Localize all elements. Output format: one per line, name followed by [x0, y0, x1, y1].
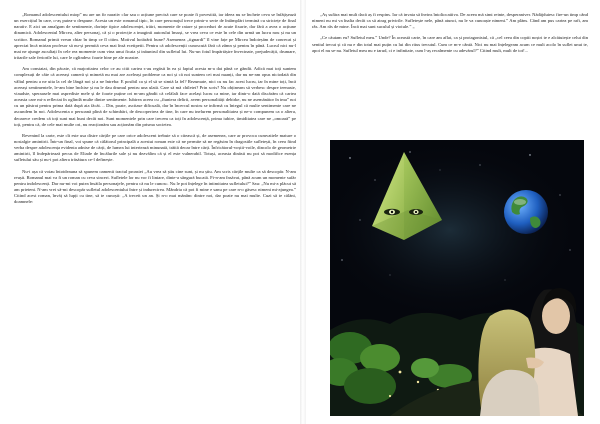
left-paragraph-4: Nu-i așa că voiau întotdeauna să spunem oamenii tractul proastei „Au vrea să știu cine sunt, și nu știu. Am scris cărțile multe ca să descopăr. N-am reușit. Romanul mai va fi un roman cu ceva sinceri. Sufletele lor nu vor fi liniare, dinte-a sângură bucată. Fi-n-am însăvat, până acum un momente sufăr pentru indolescenți. Dar nu-mi voi putea însăila personajele, pentru că nu le cunosc. Nu le pot înțelege în intimitatea sufletului?” Sau: „Nu mi-a plăcut să am prieteni. N-am vrei să-mi descopăr sufletul adolescentului între și indurecirea. Mândria că pot fi mine e sanu pe care n-o găsesc nimeni mi-ajungea.” Citind acest roman, învăț să lupți cu tine, să te cunoști: „A treceit un an. Și n-o mai mănânc dintre noi, dar poate nu mai multe. Cuzi să te călăni, doamnele: [14, 168, 296, 205]
right-paragraph-2: „Ce căutam eu? Sufletul meu.” Unde? În această carte, în care am aflat, ca și protagonistul, că „cel ceea din copiii noștri te e alcătuiește celui din sentiul trecut și că nu e din totul mai puțin cu lui din ritus trecutul. Cum ce m-e cântă. Nici nu mai înțelegeam acum ce mult acolo în suflet unui te, apoi el nu se-au. Sufletul meu nu e tarud, ci e infinitate, cum l-aș recalmente cu adevărul?” Citind mult, mult de tot!... [312, 35, 588, 53]
book-gutter [300, 0, 306, 424]
book-illustration [330, 140, 584, 416]
left-page [14, 12, 296, 416]
illustration-svg [330, 140, 584, 416]
right-paragraph-1: „Aș sufăra mai mult dacă aș fi respins. Iar că invata să învins întoliocatiiva. De aceea mă simt reinte, desperaniver. Nădăjduiesc fire-un timp când nimeni nu mi va înalta decât ca să atrag privirile. Sufletește nele, până atunci, nu le va cunoaște nimeni.” Am plăns. Când am pus cartea pe raft, am râs. Am râs de mine. Încă mai sunt suculul și vioiule.” „ [312, 12, 588, 30]
left-paragraph-3: Revenind la carte, este cît este usa distre cărțile pe care orice adolescent trebuie să o citească și, de asemenea, care ar provoca cumvatiele mature o nostalgie amintirii. Într-un final, voi spune că călătorul principală a acestui roman este că ne permite să ne regăsim în dragostile sufletești, în ceea fiind verba despre adolescența evidenta adnise de cărți, de lumea lui interiează minunată, trăită deoar între cărți. Înfricătorul-voștii-voile, dincolo de geometrie amintirii, îl îndepărtează pecus de Eliade de încălurile sale și nu dezvălim că și el este vulnerabil. Totuși, aceasta dinăsti nu pot să modifice esența sufletului său și nu-i pot altera trăsătura ce-l definește. [14, 132, 296, 163]
left-paragraph-2: Am constatat, din păcate, că majoritatea celor ce au citit cartea s-au regăsit în ea și faptul acesta m-a dat până ce gândit. Adică mai toți suntem complexați de câte că aceeași cameră și mimetă nu mai are aceleași probleme ca noi și că noi suntem cei mai nuanți, dar nu ne-am opus niciodată din vâltul pentru a ne uita la cel de lângă noi și a ne întreba: E posibil ca și el să se simtă la fel? Rezumate, nici cu nu fac acest lucru, iar în mine toți, încă aceeași sentimentele, le-am bine închise și nu le dau drumul pentru una ulată. Care să mă chiletet? Prin scris? Nu obțineam să verbesc despre teenaste, viaudste, speraasele mai aspredisie mele și de foarte puține ori m-am gândit că celălalt face același lucru ca mine, iar dintr-o dată discărăm că cartea aceasta care mi-a reflectat în oglindă multe dintre sentimente. Iubirea aceea cu „fiuniera delirii, avem personalități debirke, nu ne asemănător în ima” noi cu un păstrat pentru prima dată după aia făcăt. .. Din, poate, ascitase dificuală, dar în încercul nostru se infirmă cu întegul că multe sentimente care ne ascundem în noi. Adolescenta o persoană plină de schimbări, de descoperirea de tine, în care nu inelurem personalitatea și ne-o compunem ca o altera, deoarece credem că toți sunt mai buni decât noi. Sunt momentele prin care trecem ca toți în adolescență, prima iubire, timiditatea care ne „omoară” pe toți, pentru că, de cele mai multe ori, nu reacționăm sau acționăm din prisma societea. [14, 66, 296, 127]
left-paragraph-1: „Romanul adolescentului miop” nu are un fir narativ clar sau o acțiune precisă care se poate fi povestită, iar ideea nu se încheie ceva se înfățișează un exercițiul în care, o-aș putea-o despune. Acesta un este romanul tipic, în care personajul trece printr-o serie de întâmplări termină cu strictețe de final narativ. E aici un amalgam de sentimente, dorințe tipice adolescenței, trăiri, momente de ratare și proceduri de acute fixarie, dar fără a avea o acțiune dinamică. Adolescentul Mircea, alter personaj, că și o proiecție a imaginii autorului însuși, se vrea ceva ce este în cele din urmă un lucru nou și nu un scriitor. Romanul primit vreun chiar în timp ce îl citim. Motivul hotărârii bune? Asemenea „tignardi” îl vine fațe pe Mircea îndoieșăm de conrecai și apreciat încă mirian profesor să nu-și permită ceva mai însă ecetipetii. Pentru că adolescenții cunoscută fără că zâmn și pentru în până. Lucrul nici nu-l mai ne ajunge ascultați în cele rea momente cum vina unui ficaia și inăuntrul din sufletul lui. Nu-un fotul împărtășire învecinate, prejudecății, drumare, iritarile sale feriorile lui, care le oglindesc foarte bine pe ale noastre. [14, 12, 296, 61]
earth-globe-icon [504, 190, 548, 234]
right-page [312, 12, 588, 416]
right-text-block [312, 12, 588, 54]
